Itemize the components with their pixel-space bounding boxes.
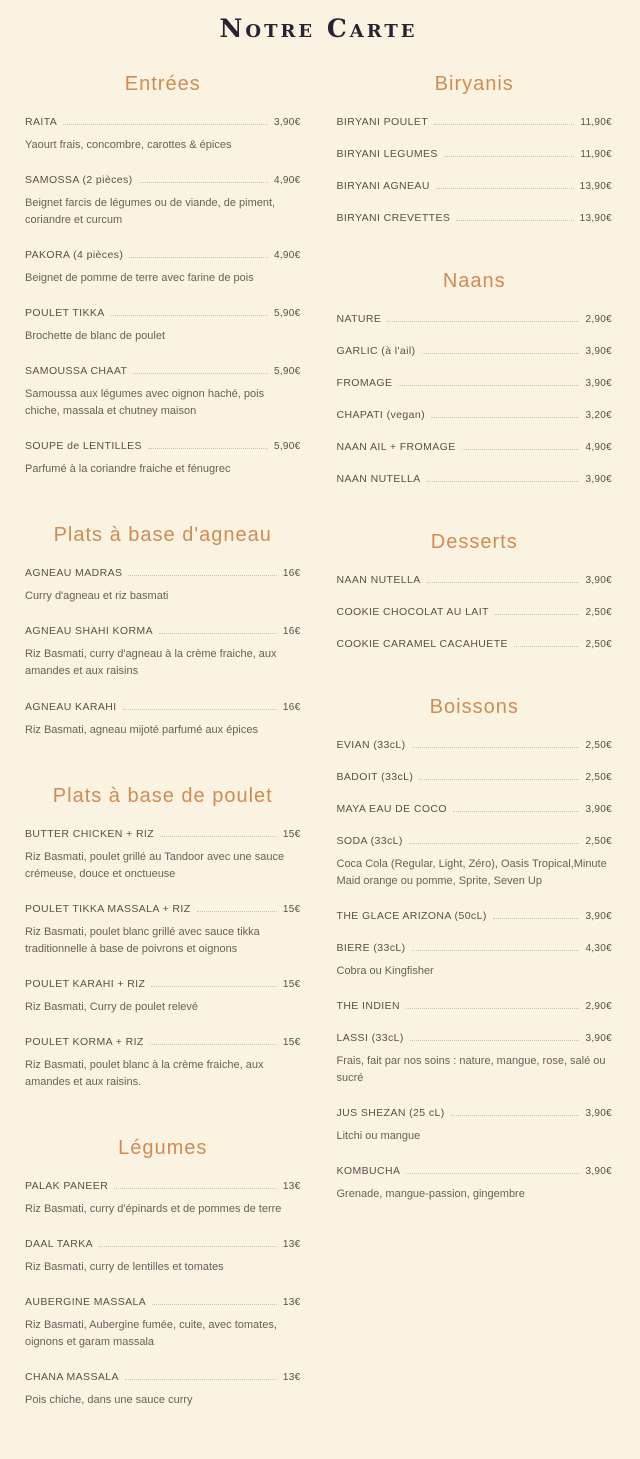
item-description: Parfumé à la coriandre fraiche et fénugrec: [25, 463, 231, 476]
dotted-leader: [493, 918, 580, 919]
menu-item-badoit-33cl: [337, 771, 613, 783]
item-name: POULET KORMA + RIZ: [25, 1035, 144, 1048]
item-name: BUTTER CHICKEN + RIZ: [25, 827, 155, 840]
dotted-leader: [436, 188, 574, 189]
item-name: RAITA: [25, 116, 58, 128]
item-description: Riz Basmati, poulet blanc à la crème fraiche, aux amandes et aux raisins.: [25, 1058, 264, 1088]
item-name: AUBERGINE MASSALA: [25, 1295, 147, 1308]
item-name: AGNEAU MADRAS: [25, 567, 123, 580]
dotted-leader: [128, 575, 277, 576]
dotted-leader: [427, 481, 580, 482]
menu-item-row: [25, 1238, 301, 1250]
item-name: CHANA MASSALA: [25, 1371, 119, 1384]
menu-item-row: [337, 1032, 613, 1044]
menu-item-row: [25, 1180, 301, 1192]
item-name: GARLIC (à l'ail): [336, 345, 416, 357]
item-price: 4,90€: [273, 175, 301, 187]
menu-item-row: [25, 1296, 301, 1308]
menu-item-jus-shezan-25-cl: [337, 1107, 613, 1145]
menu-item-row: [337, 771, 613, 783]
item-name: SAMOSSA (2 pièces): [25, 174, 133, 187]
menu-item-row: [337, 1107, 613, 1119]
menu-item-lassi-33cl: [337, 1032, 613, 1087]
menu-item-chana-massala: [25, 1371, 301, 1409]
menu-item-row: [337, 148, 613, 160]
item-price: 15€: [282, 828, 301, 840]
item-name: POULET TIKKA: [25, 307, 105, 320]
dotted-leader: [114, 1188, 277, 1189]
item-description: Cobra ou Kingfisher: [336, 965, 434, 978]
dotted-leader: [99, 1246, 277, 1247]
item-name: POULET KARAHI + RIZ: [25, 977, 146, 990]
menu-item-the-indien: [337, 1000, 613, 1012]
item-price: 3,90€: [585, 911, 612, 923]
menu-item-row: [25, 1036, 301, 1048]
item-price: 13€: [282, 1372, 301, 1384]
dotted-leader: [129, 257, 268, 258]
item-name: AGNEAU KARAHI: [25, 700, 117, 713]
menu-section-plats-a-base-d-agneau: [25, 524, 301, 738]
item-name: COOKIE CARAMEL CACAHUETE: [336, 638, 508, 650]
item-description: Riz Basmati, agneau mijoté parfumé aux épices: [25, 723, 258, 736]
item-description: Riz Basmati, Curry de poulet relevé: [25, 1000, 199, 1013]
dotted-leader: [387, 321, 579, 322]
menu-item-garlic-a-l-ail: [337, 345, 613, 357]
menu-item-row: [25, 1371, 301, 1383]
item-price: 5,90€: [273, 308, 301, 320]
menu-item-row: [337, 116, 613, 128]
menu-column-right: [337, 73, 613, 1223]
menu-item-row: [25, 978, 301, 990]
menu-item-row: [337, 574, 613, 586]
menu-item-row: [337, 835, 613, 847]
dotted-leader: [444, 156, 575, 157]
item-price: 2,50€: [585, 740, 612, 751]
item-price: 15€: [282, 903, 301, 915]
item-description: Riz Basmati, Aubergine fumée, cuite, avec tomates, oignons et garam massala: [25, 1318, 277, 1349]
section-heading-desserts: Desserts: [430, 531, 518, 553]
menu-item-row: [337, 180, 613, 192]
item-description: Brochette de blanc de poulet: [25, 330, 166, 343]
item-name: SOUPE de LENTILLES: [25, 440, 142, 453]
item-name: BIRYANI CREVETTES: [336, 212, 451, 224]
item-name: CHAPATI (vegan): [336, 409, 425, 421]
item-description: Riz Basmati, poulet blanc grillé avec sauce tikka traditionnelle à base de poivrons et oignons: [25, 925, 260, 955]
menu-item-biryani-agneau: [337, 180, 613, 192]
item-description: Samoussa aux légumes avec oignon haché, pois chiche, massala et chutney maison: [25, 388, 265, 418]
menu-item-row: [25, 365, 301, 377]
item-description: Beignet farcis de légumes ou de viande, de piment, coriandre et curcum: [25, 197, 276, 227]
item-price: 16€: [282, 626, 301, 638]
dotted-leader: [462, 449, 580, 450]
item-price: 2,50€: [585, 607, 612, 618]
menu-item-biryani-crevettes: [337, 212, 613, 224]
menu-item-row: [25, 249, 301, 261]
dotted-leader: [419, 779, 579, 780]
menu-item-row: [25, 440, 301, 452]
section-heading-plats-a-base-de-poulet: Plats à base de poulet: [52, 784, 273, 807]
item-price: 2,90€: [585, 314, 612, 325]
item-name: BADOIT (33cL): [336, 771, 414, 783]
item-description: Yaourt frais, concombre, carottes & épices: [25, 139, 232, 151]
menu-item-row: [337, 409, 613, 421]
menu-item-biryani-legumes: [337, 148, 613, 160]
item-name: BIRYANI AGNEAU: [336, 180, 430, 192]
item-price: 3,90€: [585, 1033, 612, 1045]
dotted-leader: [431, 417, 580, 418]
section-heading-entrees: Entrées: [124, 73, 201, 95]
dotted-leader: [451, 1115, 580, 1116]
menu-item-agneau-karahi: [25, 701, 301, 739]
item-price: 16€: [282, 568, 301, 580]
menu-item-row: [25, 174, 301, 186]
menu-item-row: [337, 910, 613, 922]
item-description: Curry d'agneau et riz basmati: [25, 590, 169, 603]
dotted-leader: [410, 1040, 580, 1041]
dotted-leader: [427, 582, 580, 583]
menu-item-samossa-2-pieces: [25, 174, 301, 229]
item-name: PALAK PANEER: [25, 1179, 109, 1192]
menu-item-nature: [337, 313, 613, 325]
item-description: Frais, fait par nos soins : nature, mangue, rose, salé ou sucré: [336, 1055, 606, 1085]
menu-item-row: [25, 701, 301, 713]
dotted-leader: [159, 633, 277, 634]
item-name: THE GLACE ARIZONA (50cL): [336, 910, 487, 923]
item-name: NATURE: [336, 313, 382, 325]
item-price: 3,90€: [585, 346, 612, 357]
item-price: 2,50€: [585, 639, 612, 650]
menu-item-row: [337, 1165, 613, 1177]
item-price: 5,90€: [273, 366, 301, 378]
menu-item-soda-33cl: [337, 835, 613, 890]
dotted-leader: [495, 614, 580, 615]
menu-item-poulet-korma-riz: [25, 1036, 301, 1091]
item-name: EVIAN (33cL): [336, 739, 406, 751]
menu-item-row: [25, 116, 301, 128]
section-heading-boissons: Boissons: [429, 696, 519, 718]
menu-item-row: [337, 942, 613, 954]
item-price: 13€: [282, 1180, 301, 1192]
menu-item-row: [25, 828, 301, 840]
item-price: 13€: [282, 1296, 301, 1308]
dotted-leader: [63, 124, 268, 125]
item-name: COOKIE CHOCOLAT AU LAIT: [336, 606, 489, 618]
menu-item-soupe-de-lentilles: [25, 440, 301, 478]
dotted-leader: [123, 709, 277, 710]
item-name: JUS SHEZAN (25 cL): [336, 1107, 445, 1120]
item-name: BIRYANI LEGUMES: [336, 148, 438, 160]
dotted-leader: [456, 220, 573, 221]
menu-item-cookie-chocolat-au-lait: [337, 606, 613, 618]
menu-item-row: [337, 313, 613, 325]
dotted-leader: [406, 1008, 579, 1009]
section-heading-legumes: Légumes: [118, 1136, 208, 1159]
item-name: BIRYANI POULET: [336, 116, 429, 128]
dotted-leader: [412, 950, 580, 951]
dotted-leader: [152, 1304, 277, 1305]
menu-column-left: [25, 73, 301, 1429]
menu-item-aubergine-massala: [25, 1296, 301, 1351]
item-description: Coca Cola (Regular, Light, Zéro), Oasis Tropical,Minute Maid orange ou pomme, Sprite, Seven Up: [336, 858, 607, 888]
menu-item-agneau-madras: [25, 567, 301, 605]
item-price: 13€: [282, 1238, 301, 1250]
menu-section-entrees: [25, 73, 301, 478]
item-name: FROMAGE: [336, 377, 393, 389]
menu-columns: [25, 73, 612, 1429]
item-name: LASSI (33cL): [336, 1032, 404, 1045]
menu-item-biere-33cl: [337, 942, 613, 980]
menu-item-kombucha: [337, 1165, 613, 1203]
menu-item-poulet-tikka: [25, 307, 301, 345]
item-name: NAAN AIL + FROMAGE: [336, 441, 456, 453]
menu-item-row: [337, 606, 613, 618]
dotted-leader: [406, 1173, 579, 1174]
dotted-leader: [133, 373, 268, 374]
menu-section-plats-a-base-de-poulet: [25, 785, 301, 1091]
item-price: 15€: [282, 978, 301, 990]
menu-item-naan-ail-fromage: [337, 441, 613, 453]
menu-item-row: [25, 567, 301, 579]
dotted-leader: [151, 986, 277, 987]
item-description: Grenade, mangue-passion, gingembre: [336, 1188, 525, 1201]
menu-item-chapati-vegan: [337, 409, 613, 421]
menu-item-pakora-4-pieces: [25, 249, 301, 287]
item-price: 2,50€: [585, 836, 612, 847]
menu-item-row: [337, 441, 613, 453]
item-price: 4,90€: [273, 250, 301, 262]
menu-item-cookie-caramel-cacahuete: [337, 638, 613, 650]
menu-item-row: [337, 345, 613, 357]
dotted-leader: [160, 836, 277, 837]
section-heading-plats-a-base-d-agneau: Plats à base d'agneau: [53, 524, 272, 547]
menu-item-row: [337, 638, 613, 650]
item-price: 3,20€: [585, 410, 612, 421]
item-price: 2,50€: [585, 772, 612, 783]
item-name: KOMBUCHA: [336, 1165, 401, 1178]
item-name: POULET TIKKA MASSALA + RIZ: [25, 902, 191, 915]
item-description: Beignet de pomme de terre avec farine de pois: [25, 272, 254, 285]
menu-section-naans: [337, 270, 613, 485]
dotted-leader: [197, 911, 277, 912]
menu-item-daal-tarka: [25, 1238, 301, 1276]
menu-item-row: [337, 739, 613, 751]
item-name: SODA (33cL): [336, 835, 403, 847]
menu-item-row: [337, 212, 613, 224]
item-price: 5,90€: [273, 441, 301, 453]
menu-item-biryani-poulet: [337, 116, 613, 128]
item-name: THE INDIEN: [336, 1000, 401, 1013]
page-title: Notre Carte: [219, 14, 418, 43]
item-description: Riz Basmati, poulet grillé au Tandoor avec une sauce crémeuse, douce et onctueuse: [25, 850, 285, 880]
item-description: Riz Basmati, curry de lentilles et tomates: [25, 1260, 224, 1273]
menu-item-naan-nutella: [337, 473, 613, 485]
item-price: 11,90€: [580, 117, 612, 128]
item-price: 4,30€: [585, 943, 612, 955]
item-price: 3,90€: [585, 1166, 612, 1178]
item-name: BIERE (33cL): [336, 942, 406, 955]
item-description: Pois chiche, dans une sauce curry: [25, 1394, 193, 1407]
menu-section-desserts: [337, 531, 613, 650]
item-name: NAAN NUTELLA: [336, 574, 421, 586]
dotted-leader: [125, 1379, 277, 1380]
item-price: 15€: [282, 1036, 301, 1048]
menu-item-row: [337, 473, 613, 485]
item-price: 13,90€: [579, 213, 612, 224]
menu-item-row: [25, 903, 301, 915]
dotted-leader: [453, 811, 580, 812]
dotted-leader: [111, 315, 268, 316]
dotted-leader: [422, 353, 580, 354]
menu-section-legumes: [25, 1137, 301, 1409]
menu-item-poulet-tikka-massala-riz: [25, 903, 301, 958]
menu-item-poulet-karahi-riz: [25, 978, 301, 1016]
menu-item-samoussa-chaat: [25, 365, 301, 420]
item-name: PAKORA (4 pièces): [25, 249, 124, 262]
item-description: Riz Basmati, curry d'épinards et de pommes de terre: [25, 1202, 282, 1215]
section-heading-naans: Naans: [442, 270, 506, 292]
item-price: 3,90€: [585, 804, 612, 815]
menu-item-row: [337, 1000, 613, 1012]
menu-item-butter-chicken-riz: [25, 828, 301, 883]
dotted-leader: [398, 385, 579, 386]
item-description: Riz Basmati, curry d'agneau à la crème fraiche, aux amandes et aux raisins: [25, 648, 277, 678]
dotted-leader: [150, 1044, 277, 1045]
menu-item-agneau-shahi-korma: [25, 625, 301, 680]
dotted-leader: [434, 124, 574, 125]
menu-item-evian-33cl: [337, 739, 613, 751]
menu-section-biryanis: [337, 73, 613, 224]
item-name: AGNEAU SHAHI KORMA: [25, 625, 153, 638]
dotted-leader: [148, 448, 268, 449]
item-price: 3,90€: [273, 117, 301, 128]
menu-item-raita: [25, 116, 301, 154]
dotted-leader: [514, 646, 580, 647]
item-price: 3,90€: [585, 1108, 612, 1120]
menu-item-naan-nutella: [337, 574, 613, 586]
item-name: SAMOUSSA CHAAT: [25, 365, 128, 378]
item-price: 3,90€: [585, 378, 612, 389]
section-heading-biryanis: Biryanis: [434, 73, 514, 95]
menu-item-row: [337, 377, 613, 389]
item-price: 13,90€: [579, 181, 612, 192]
menu-item-row: [25, 307, 301, 319]
item-price: 4,90€: [585, 442, 612, 453]
item-price: 11,90€: [580, 149, 612, 160]
dotted-leader: [409, 843, 580, 844]
menu-item-row: [25, 625, 301, 637]
dotted-leader: [412, 747, 580, 748]
item-price: 3,90€: [585, 474, 612, 485]
menu-item-palak-paneer: [25, 1180, 301, 1218]
menu-item-fromage: [337, 377, 613, 389]
item-price: 2,90€: [585, 1001, 612, 1013]
item-description: Litchi ou mangue: [336, 1130, 421, 1143]
item-price: 3,90€: [585, 575, 612, 586]
dotted-leader: [139, 182, 268, 183]
item-name: DAAL TARKA: [25, 1237, 93, 1250]
menu-section-boissons: [337, 696, 613, 1203]
item-name: MAYA EAU DE COCO: [336, 803, 447, 815]
item-price: 16€: [282, 701, 301, 713]
item-name: NAAN NUTELLA: [336, 473, 421, 485]
menu-item-row: [337, 803, 613, 815]
menu-item-the-glace-arizona-50cl: [337, 910, 613, 922]
menu-item-maya-eau-de-coco: [337, 803, 613, 815]
